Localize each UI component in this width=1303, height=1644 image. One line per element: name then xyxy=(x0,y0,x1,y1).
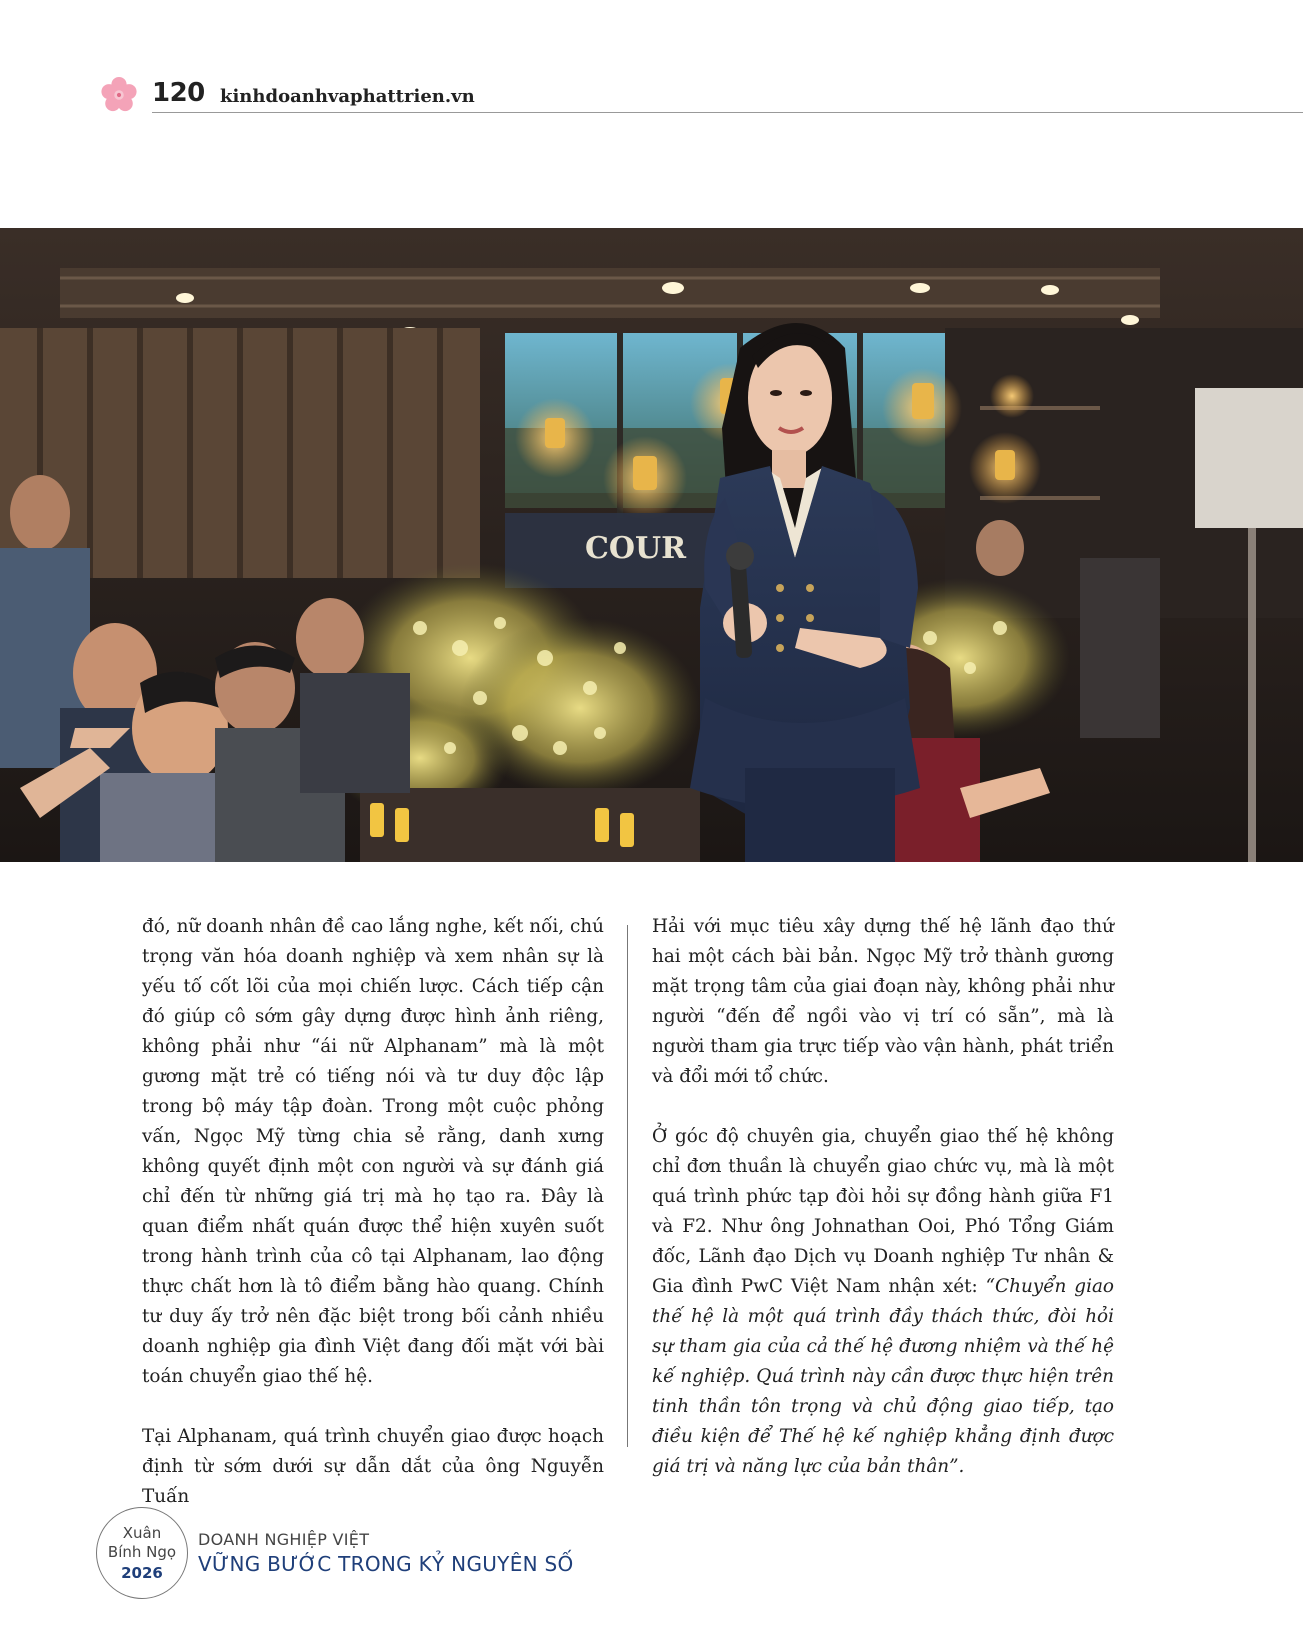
column-divider xyxy=(627,925,628,1447)
paragraph: đó, nữ doanh nhân đề cao lắng nghe, kết nối, chú trọng văn hóa doanh nghiệp và xem nhân sự là yếu tố cốt lõi của mọi chiến lược. Cách tiếp cận đó giúp cô sớm gây dựng được hình ảnh riêng, không phải như “ái nữ Alphanam” mà là một gương mặt trẻ có tiếng nói và tư duy độc lập trong bộ máy tập đoàn. Trong một cuộc phỏng vấn, Ngọc Mỹ từng chia sẻ rằng, danh xưng không quyết định một con người và sự đánh giá chỉ đến từ những giá trị mà họ tạo ra. Đây là quan điểm nhất quán được thể hiện xuyên suốt trong hành trình của cô tại Alphanam, lao động thực chất hơn là tô điểm bằng hào quang. Chính tư duy ấy trở nên đặc biệt trong bối cảnh nhiều doanh nghiệp gia đình Việt đang đối mặt với bài toán chuyển giao thế hệ. xyxy=(142,916,604,1387)
footer-section-subtitle: VỮNG BƯỚC TRONG KỶ NGUYÊN SỐ xyxy=(198,1552,574,1576)
article-column-left xyxy=(142,912,604,1542)
issue-badge xyxy=(96,1507,188,1599)
site-name: kinhdoanhvaphattrien.vn xyxy=(220,86,475,107)
cherry-blossom-icon xyxy=(100,76,138,114)
article-photo xyxy=(0,228,1303,862)
header-rule xyxy=(152,112,1303,113)
badge-year: 2026 xyxy=(121,1564,163,1582)
paragraph: Hải với mục tiêu xây dựng thế hệ lãnh đạo thứ hai một cách bài bản. Ngọc Mỹ trở thành gương mặt trọng tâm của giai đoạn này, không phải như người “đến để ngồi vào vị trí có sẵn”, mà là người tham gia trực tiếp vào vận hành, phát triển và đổi mới tổ chức. xyxy=(652,916,1114,1087)
paragraph: Tại Alphanam, quá trình chuyển giao được hoạch định từ sớm dưới sự dẫn dắt của ông Nguyễn Tuấn xyxy=(142,1426,604,1507)
page-header xyxy=(100,74,1303,114)
backdrop-sign: COUR xyxy=(585,531,687,566)
badge-line2: Bính Ngọ xyxy=(107,1543,177,1561)
paragraph-intro: Ở góc độ chuyên gia, chuyển giao thế hệ không chỉ đơn thuần là chuyển giao chức vụ, mà là một quá trình phức tạp đòi hỏi sự đồng hành giữa F1 và F2. Như ông Johnathan Ooi, Phó Tổng Giám đốc, Lãnh đạo Dịch vụ Doanh nghiệp Tư nhân & Gia đình PwC Việt Nam nhận xét: xyxy=(652,1126,1114,1297)
expert-quote: “Chuyển giao thế hệ là một quá trình đầy thách thức, đòi hỏi sự tham gia của cả thế hệ đương nhiệm và thế hệ kế nghiệp. Quá trình này cần được thực hiện trên tinh thần tôn trọng và chủ động giao tiếp, tạo điều kiện để Thế hệ kế nghiệp khẳng định được giá trị và năng lực của bản thân”. xyxy=(652,1276,1114,1477)
paragraph xyxy=(652,1122,1114,1482)
footer-section-title: DOANH NGHIỆP VIỆT xyxy=(198,1530,370,1549)
page-number: 120 xyxy=(152,78,205,108)
article-column-right xyxy=(652,912,1114,1512)
badge-line1: Xuân xyxy=(122,1524,162,1542)
